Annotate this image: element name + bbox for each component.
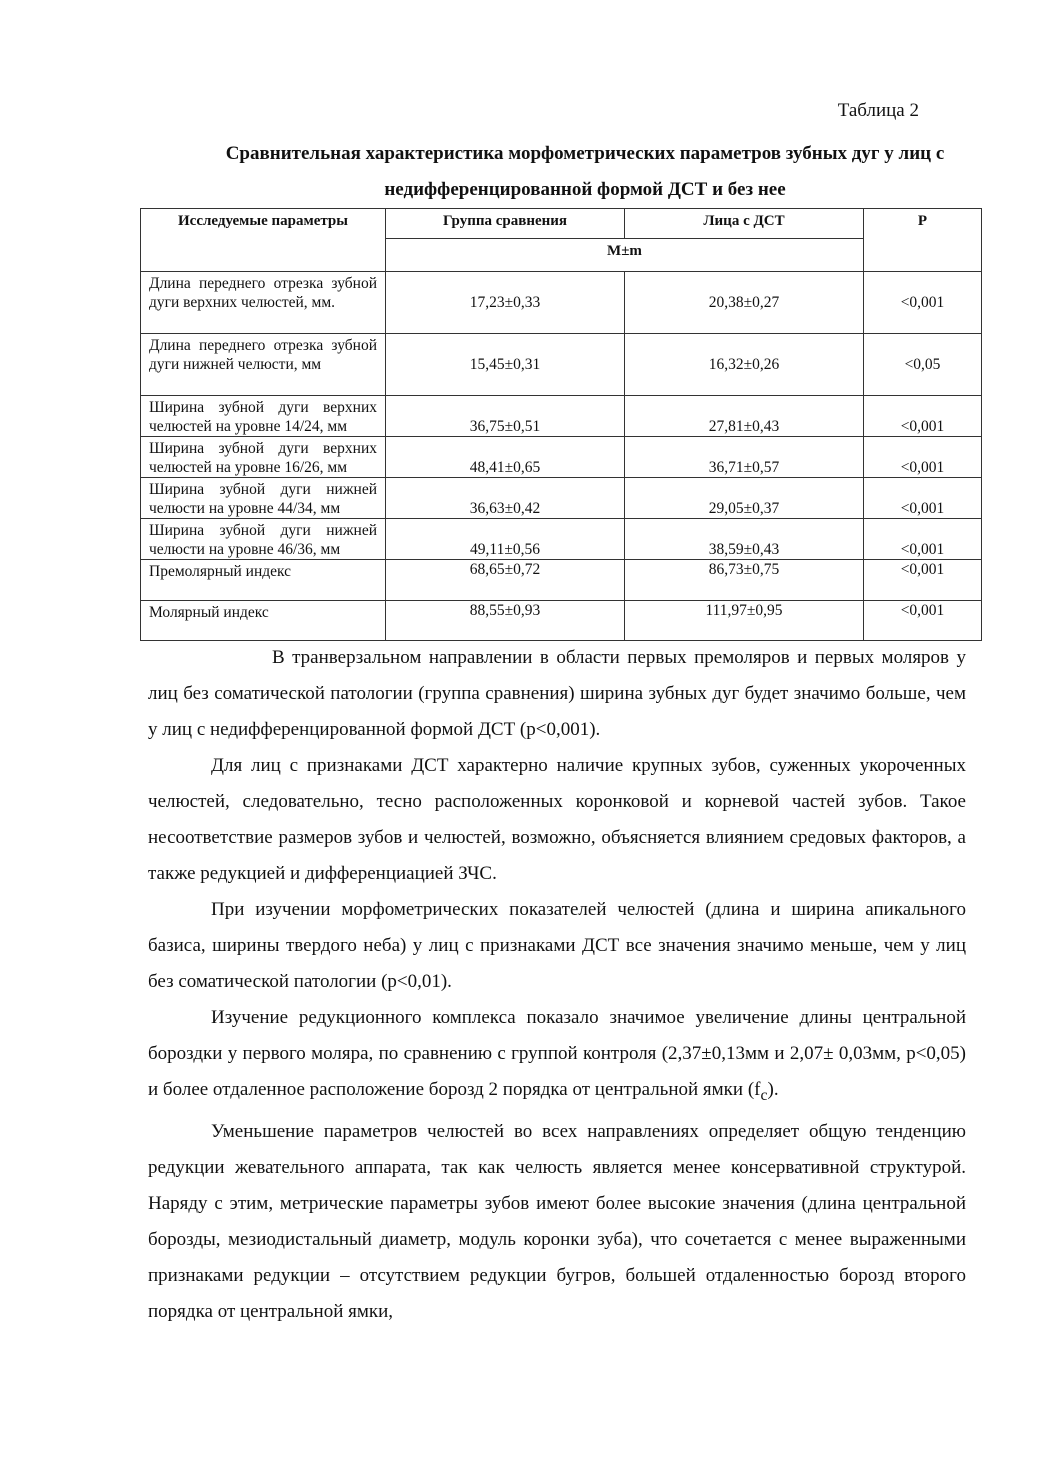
paragraph: При изучении морфометрических показателей челюстей (длина и ширина апикального базиса, ширины твердого неба) у лиц с признаками ДСТ все значения значимо меньше, чем у лиц без соматической патологии (р<0,01). <box>148 899 966 992</box>
row-comparison-value: 17,23±0,33 <box>386 272 625 334</box>
header-parameters: Исследуемые параметры <box>141 209 386 272</box>
table-row <box>141 334 982 396</box>
row-dct-value: 27,81±0,43 <box>625 396 864 437</box>
row-dct-value: 38,59±0,43 <box>625 519 864 560</box>
paragraph-text: Изучение редукционного комплекса показало значимое увеличение длины центральной бороздки у первого моляра, по сравнению с группой контроля (2,37±0,13мм и 2,07± 0,03мм, р<0,05) и более отдаленное расположение борозд 2 порядка от центральной ямки (f <box>148 1007 966 1100</box>
row-comparison-value: 48,41±0,65 <box>386 437 625 478</box>
header-dct-group: Лица с ДСТ <box>625 209 864 239</box>
row-p-value: <0,001 <box>864 478 982 519</box>
row-p-value: <0,05 <box>864 334 982 396</box>
row-comparison-value: 36,75±0,51 <box>386 396 625 437</box>
row-comparison-value: 88,55±0,93 <box>386 601 625 641</box>
row-p-value: <0,001 <box>864 272 982 334</box>
table-row <box>141 560 982 601</box>
table-row <box>141 519 982 560</box>
table-title: Сравнительная характеристика морфометрических параметров зубных дуг у лиц с недифференцированной формой ДСТ и без нее <box>225 143 945 200</box>
row-parameter: Длина переднего отрезка зубной дуги верхних челюстей, мм. <box>141 272 386 334</box>
row-p-value: <0,001 <box>864 396 982 437</box>
row-parameter: Ширина зубной дуги нижней челюсти на уровне 44/34, мм <box>141 478 386 519</box>
row-parameter: Длина переднего отрезка зубной дуги нижней челюсти, мм <box>141 334 386 396</box>
row-comparison-value: 36,63±0,42 <box>386 478 625 519</box>
row-comparison-value: 68,65±0,72 <box>386 560 625 601</box>
header-mean-error: M±m <box>386 239 864 272</box>
row-dct-value: 16,32±0,26 <box>625 334 864 396</box>
table-row <box>141 437 982 478</box>
row-p-value: <0,001 <box>864 437 982 478</box>
row-p-value: <0,001 <box>864 601 982 641</box>
paragraph <box>148 1000 966 1114</box>
table-number-label: Таблица 2 <box>837 100 919 121</box>
row-parameter: Молярный индекс <box>141 601 386 641</box>
comparison-table <box>140 208 982 641</box>
paragraph: Для лиц с признаками ДСТ характерно наличие крупных зубов, суженных укороченных челюстей, следовательно, тесно расположенных коронковой и корневой частей зубов. Такое несоответствие размеров зубов и челюстей, возможно, объясняется влиянием средовых факторов, а также редукцией и дифференциацией ЗЧС. <box>148 755 966 884</box>
row-parameter: Ширина зубной дуги верхних челюстей на уровне 16/26, мм <box>141 437 386 478</box>
header-comparison-group: Группа сравнения <box>386 209 625 239</box>
body-text <box>148 640 966 1330</box>
table-row <box>141 396 982 437</box>
row-parameter: Премолярный индекс <box>141 560 386 601</box>
table-row <box>141 272 982 334</box>
row-comparison-value: 49,11±0,56 <box>386 519 625 560</box>
row-comparison-value: 15,45±0,31 <box>386 334 625 396</box>
row-p-value: <0,001 <box>864 560 982 601</box>
row-p-value: <0,001 <box>864 519 982 560</box>
paragraph-text-end: ). <box>767 1079 779 1100</box>
row-dct-value: 86,73±0,75 <box>625 560 864 601</box>
header-p-value: Р <box>864 209 982 272</box>
row-parameter: Ширина зубной дуги верхних челюстей на уровне 14/24, мм <box>141 396 386 437</box>
row-dct-value: 111,97±0,95 <box>625 601 864 641</box>
table-row <box>141 478 982 519</box>
paragraph: В транверзальном направлении в области первых премоляров и первых моляров у лиц без соматической патологии (группа сравнения) ширина зубных дуг будет значимо больше, чем у лиц с недифференцированной формой ДСТ (р<0,001). <box>148 647 966 740</box>
paragraph: Уменьшение параметров челюстей во всех направлениях определяет общую тенденцию редукции жевательного аппарата, так как челюсть является менее консервативной структурой. Наряду с этим, метрические параметры зубов имеют более высокие значения (длина центральной борозды, мезиодистальный диаметр, модуль коронки зуба), что сочетается с менее выраженными признаками редукции – отсутствием редукции бугров, большей отдаленностью борозд второго порядка от центральной ямки, <box>148 1120 966 1322</box>
table-row <box>141 601 982 641</box>
row-parameter: Ширина зубной дуги нижней челюсти на уровне 46/36, мм <box>141 519 386 560</box>
row-dct-value: 20,38±0,27 <box>625 272 864 334</box>
row-dct-value: 29,05±0,37 <box>625 478 864 519</box>
row-dct-value: 36,71±0,57 <box>625 437 864 478</box>
table-header-row <box>141 209 982 239</box>
subscript: c <box>760 1086 768 1104</box>
